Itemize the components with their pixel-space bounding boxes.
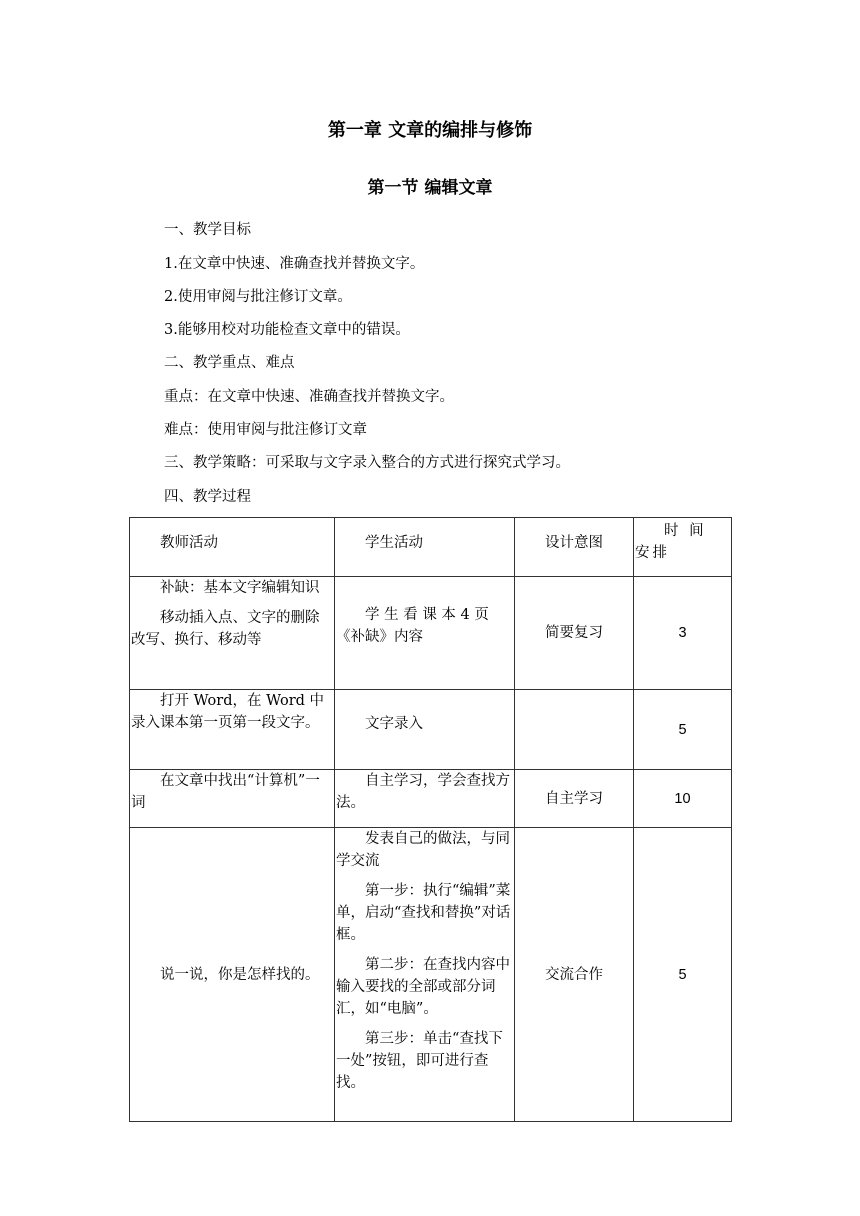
key-point: 重点：在文章中快速、准确查找并替换文字。	[164, 389, 454, 405]
heading-key-points: 二、教学重点、难点	[164, 355, 295, 371]
student-activity-cell: 学 生 看 课 本 4 页《补缺》内容	[335, 577, 515, 690]
teacher-activity-cell: 说一说，你是怎样找的。	[130, 828, 335, 1122]
time-cell: 10	[634, 770, 732, 828]
teacher-activity-cell: 在文章中找出“计算机”一词	[130, 770, 335, 828]
objective-1: 1.在文章中快速、准确查找并替换文字。	[164, 256, 425, 272]
chapter-title: 第一章 文章的编排与修饰	[327, 120, 533, 141]
teacher-activity-cell: 补缺：基本文字编辑知识 移动插入点、文字的删除改写、换行、移动等	[130, 577, 335, 690]
student-activity-cell: 自主学习，学会查找方法。	[335, 770, 515, 828]
header-time-allocation: 时 间 安排	[634, 518, 732, 577]
teacher-activity-cell: 打开 Word，在 Word 中录入课本第一页第一段文字。	[130, 690, 335, 770]
heading-objectives: 一、教学目标	[164, 222, 251, 238]
time-cell: 5	[634, 828, 732, 1122]
table-header-row	[130, 518, 732, 577]
header-student-activity: 学生活动	[335, 518, 515, 577]
table-row	[130, 690, 732, 770]
table-row	[130, 770, 732, 828]
header-design-intent: 设计意图	[515, 518, 634, 577]
difficult-point: 难点：使用审阅与批注修订文章	[164, 422, 367, 438]
section-title: 第一节 编辑文章	[367, 178, 493, 198]
teaching-strategy: 三、教学策略：可采取与文字录入整合的方式进行探究式学习。	[164, 455, 570, 471]
student-activity-cell: 文字录入	[335, 690, 515, 770]
teaching-process-table	[129, 517, 732, 1122]
heading-process: 四、教学过程	[164, 489, 251, 505]
design-intent-cell: 自主学习	[515, 770, 634, 828]
table-row	[130, 577, 732, 690]
design-intent-cell: 交流合作	[515, 828, 634, 1122]
time-cell: 3	[634, 577, 732, 690]
header-teacher-activity: 教师活动	[130, 518, 335, 577]
table-row	[130, 828, 732, 1122]
objective-3: 3.能够用校对功能检查文章中的错误。	[164, 322, 410, 338]
student-activity-cell: 发表自己的做法，与同学交流 第一步：执行“编辑”菜单，启动“查找和替换”对话框。 第二步：在查找内容中输入要找的全部或部分词汇，如“电脑”。 第三步：单击“查找下一处”按钮，即可进行查找。	[335, 828, 515, 1122]
time-cell: 5	[634, 690, 732, 770]
objective-2: 2.使用审阅与批注修订文章。	[164, 289, 352, 305]
design-intent-cell	[515, 690, 634, 770]
design-intent-cell: 简要复习	[515, 577, 634, 690]
